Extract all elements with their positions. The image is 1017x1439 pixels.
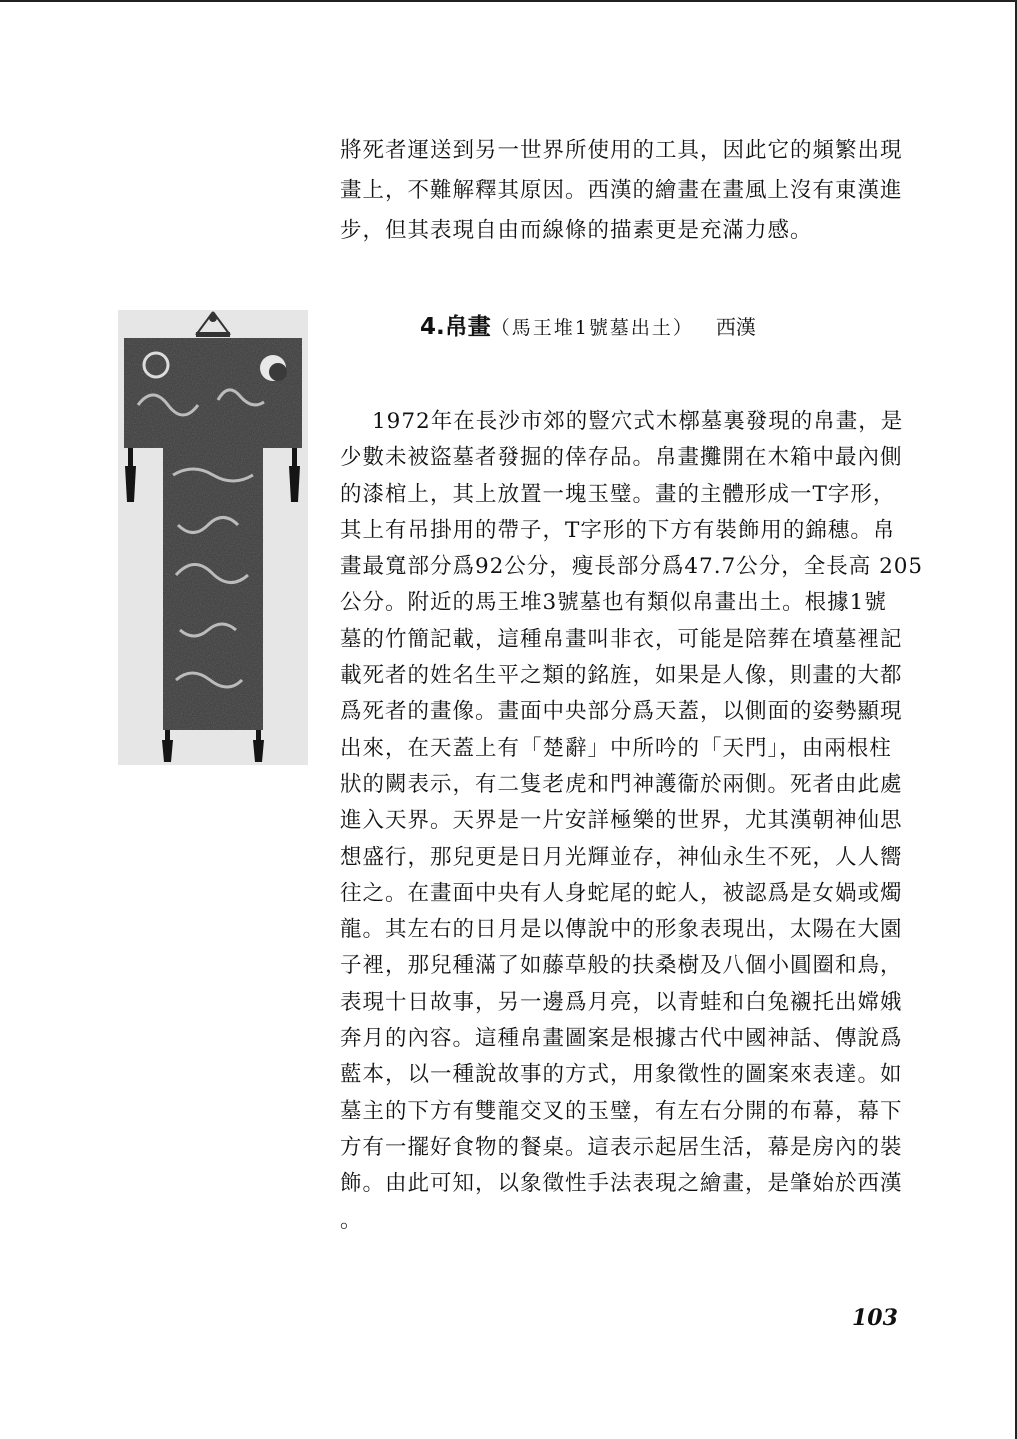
text-line: 狀的闕表示，有二隻老虎和門神護衞於兩側。死者由此處 [340, 771, 903, 797]
section-subtitle: （馬王堆1號墓出土） [490, 317, 694, 339]
silk-painting-figure [118, 310, 308, 765]
text-line: 1972年在長沙市郊的豎穴式木槨墓裏發現的帛畫，是 [372, 409, 904, 434]
text-line: 想盛行，那兒更是日月光輝並存，神仙永生不死，人人嚮 [340, 844, 903, 870]
body-paragraph [340, 404, 924, 1239]
text-line: 爲死者的畫像。畫面中央部分爲天蓋，以側面的姿勢顯現 [340, 699, 903, 725]
text-line: 步，但其表現自由而線條的描素更是充滿力感。 [340, 218, 813, 243]
text-line: 墓的竹簡記載，這種帛畫叫非衣，可能是陪葬在墳墓裡記 [340, 626, 903, 652]
silk-painting-illustration [118, 310, 308, 765]
continued-paragraph [340, 131, 903, 251]
text-line: 出來，在天蓋上有「楚辭」中所吟的「天門」，由兩根柱 [340, 735, 892, 761]
text-line: 飾。由此可知，以象徵性手法表現之繪畫，是肇始於西漢 [340, 1171, 903, 1197]
section-title: 帛畫 [444, 313, 491, 340]
text-line: 畫上，不難解釋其原因。西漢的繪畫在畫風上沒有東漢進 [340, 178, 903, 203]
text-line: 表現十日故事，另一邊爲月亮，以青蛙和白兔襯托出嫦娥 [340, 989, 903, 1015]
text-line: 公分。附近的馬王堆3號墓也有類似帛畫出土。根據1號 [340, 590, 887, 616]
page-top-edge [0, 0, 1017, 2]
text-line: 墓主的下方有雙龍交叉的玉璧，有左右分開的布幕，幕下 [340, 1098, 903, 1124]
text-line: 奔月的內容。這種帛畫圖案是根據古代中國神話、傳說爲 [340, 1026, 903, 1052]
text-line: 藍本，以一種說故事的方式，用象徵性的圖案來表達。如 [340, 1062, 903, 1088]
text-line: 其上有吊掛用的帶子，T字形的下方有裝飾用的錦穗。帛 [340, 517, 896, 543]
text-line: 載死者的姓名生平之類的銘旌，如果是人像，則畫的大都 [340, 663, 903, 689]
text-line: 子裡，那兒種滿了如藤草般的扶桑樹及八個小圓圈和鳥， [340, 953, 903, 979]
text-line: 的漆棺上，其上放置一塊玉璧。畫的主體形成一T字形， [340, 481, 896, 507]
section-era: 西漢 [715, 315, 756, 339]
text-line: 。 [340, 1207, 363, 1233]
text-line: 將死者運送到另一世界所使用的工具，因此它的頻繁出現 [340, 138, 903, 163]
page-number: 103 [852, 1305, 898, 1331]
text-line: 往之。在畫面中央有人身蛇尾的蛇人，被認爲是女媧或燭 [340, 880, 903, 906]
text-line: 畫最寬部分爲92公分，瘦長部分爲47.7公分，全長高 205 [340, 554, 924, 580]
text-line: 少數未被盜墓者發掘的倖存品。帛畫攤開在木箱中最內側 [340, 445, 903, 471]
text-line: 進入天界。天界是一片安詳極樂的世界，尤其漢朝神仙思 [340, 808, 903, 834]
text-line: 龍。其左右的日月是以傳說中的形象表現出，太陽在大園 [340, 917, 903, 943]
section-heading [420, 308, 840, 341]
section-number: 4. [420, 314, 445, 340]
text-line: 方有一擺好食物的餐桌。這表示起居生活，幕是房內的裝 [340, 1134, 903, 1160]
